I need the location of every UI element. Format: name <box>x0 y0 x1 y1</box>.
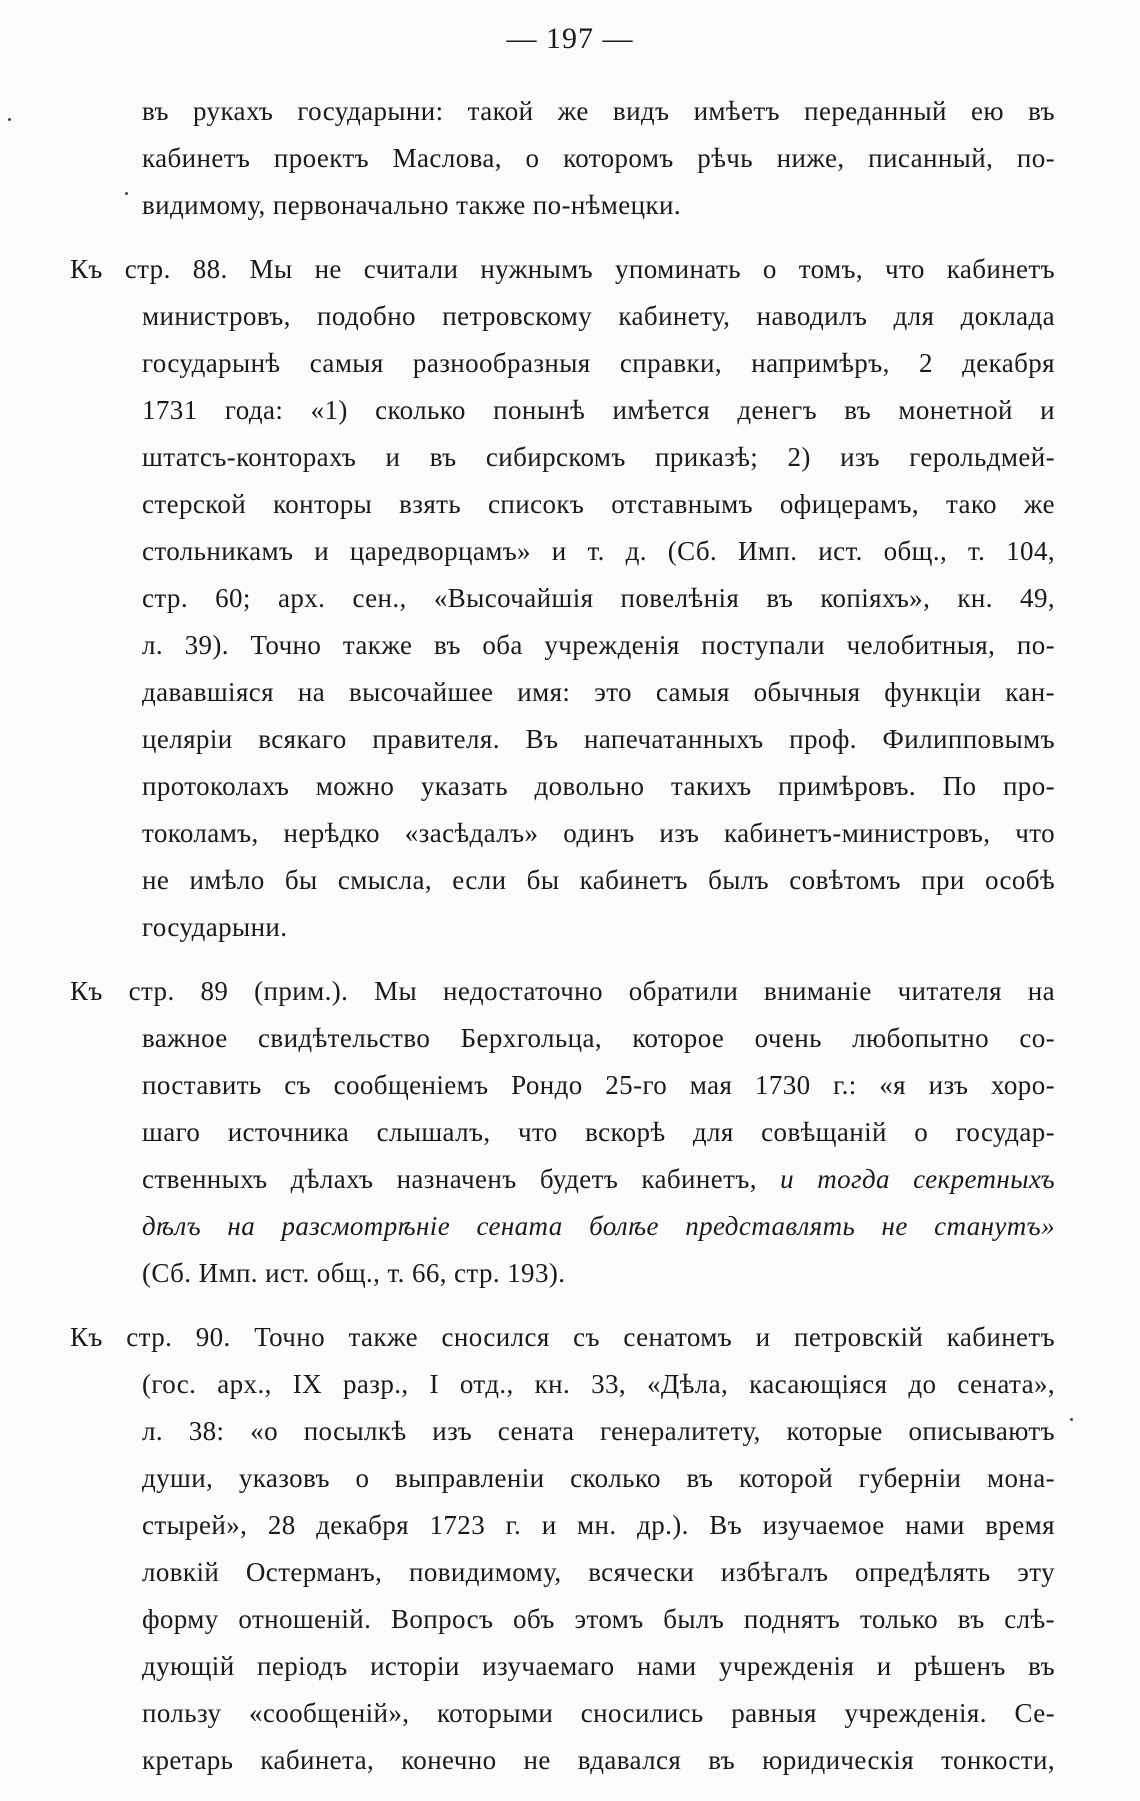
text-line: протоколахъ можно указать довольно такихъ примѣровъ. По про- <box>142 771 1055 801</box>
note-page-88 <box>70 246 1055 951</box>
text-line: стольникамъ и царедворцамъ» и т. д. (Сб. Имп. ист. общ., т. 104, <box>142 536 1055 566</box>
text-line: Къ стр. 89 (прим.). Мы недостаточно обратили вниманіе читателя на <box>70 976 1055 1006</box>
text-line: токоламъ, нерѣдко «засѣдалъ» одинъ изъ кабинетъ-министровъ, что <box>142 818 1055 848</box>
text-line: 1731 года: «1) сколько понынѣ имѣется денегъ въ монетной и <box>142 395 1055 425</box>
italic-quote: дѣлъ на разсмотрѣніе сената болѣе представлять не станутъ» <box>142 1211 1055 1241</box>
text-line: видимому, первоначально также по-нѣмецки. <box>142 190 682 220</box>
text-line: души, указовъ о выправленіи сколько въ которой губерніи мона- <box>142 1463 1055 1493</box>
text-line: министровъ, подобно петровскому кабинету, наводилъ для доклада <box>142 301 1055 331</box>
text-line: поставить съ сообщеніемъ Рондо 25-го мая 1730 г.: «я изъ хоро- <box>142 1070 1055 1100</box>
text-line: целяріи всякаго правителя. Въ напечатанныхъ проф. Филипповымъ <box>142 724 1055 754</box>
text-line: важное свидѣтельство Берхгольца, которое очень любопытно со- <box>142 1023 1055 1053</box>
text-line: дующій періодъ исторіи изучаемаго нами учрежденія и рѣшенъ въ <box>142 1651 1055 1681</box>
paragraph-continuation <box>70 88 1055 229</box>
text-line: стр. 60; арх. сен., «Высочайшія повелѣнія въ копіяхъ», кн. 49, <box>142 583 1055 613</box>
text-line: въ рукахъ государыни: такой же видъ имѣетъ переданный ею въ <box>142 96 1055 126</box>
text-line: кретарь кабинета, конечно не вдавался въ юридическія тонкости, <box>142 1745 1055 1775</box>
text-line: (Сб. Имп. ист. общ., т. 66, стр. 193). <box>142 1258 566 1288</box>
text-line: ственныхъ дѣлахъ назначенъ будетъ кабинетъ, и тогда секретныхъ <box>142 1164 1056 1194</box>
text-line: л. 38: «о посылкѣ изъ сената генералитету, которые описываютъ <box>142 1416 1055 1446</box>
text-line: форму отношеній. Вопросъ объ этомъ былъ поднятъ только въ слѣ- <box>142 1604 1055 1634</box>
text-line: штатсъ-конторахъ и въ сибирскомъ приказѣ; 2) изъ герольдмей- <box>142 442 1055 472</box>
print-speck <box>8 118 11 121</box>
text-line: стерской конторы взять списокъ отставнымъ офицерамъ, тако же <box>142 489 1055 519</box>
text-line: ловкій Остерманъ, повидимому, всячески избѣгалъ опредѣлять эту <box>142 1557 1055 1587</box>
text-line: Къ стр. 90. Точно также сносился съ сенатомъ и петровскій кабинетъ <box>70 1322 1055 1352</box>
text-line: государынѣ самыя разнообразныя справки, напримѣръ, 2 декабря <box>142 348 1055 378</box>
italic-quote: и тогда секретныхъ <box>780 1164 1056 1194</box>
print-speck <box>1070 1418 1073 1421</box>
text-line: не имѣло бы смысла, если бы кабинетъ былъ совѣтомъ при особѣ <box>142 865 1055 895</box>
note-page-89 <box>70 968 1055 1297</box>
text-line: пользу «сообщеній», которыми сносились равныя учрежденія. Се- <box>142 1698 1055 1728</box>
page-text <box>70 88 1055 1801</box>
page-number: — 197 — <box>506 22 634 55</box>
text-line: шаго источника слышалъ, что вскорѣ для совѣщаній о государ- <box>142 1117 1055 1147</box>
note-page-90 <box>70 1314 1055 1784</box>
text-line: стырей», 28 декабря 1723 г. и мн. др.). Въ изучаемое нами время <box>142 1510 1055 1540</box>
text-line: государыни. <box>142 912 288 942</box>
text-line <box>70 1203 1055 1250</box>
text-line: кабинетъ проектъ Маслова, о которомъ рѣчь ниже, писанный, по- <box>142 143 1055 173</box>
text-line: (гос. арх., IX разр., I отд., кн. 33, «Дѣла, касающіяся до сената», <box>142 1369 1055 1399</box>
text-line: Къ стр. 88. Мы не считали нужнымъ упоминать о томъ, что кабинетъ <box>70 254 1055 284</box>
print-speck <box>125 192 128 195</box>
text-line: л. 39). Точно также въ оба учрежденія поступали челобитныя, по- <box>142 630 1055 660</box>
text-line: дававшіяся на высочайшее имя: это самыя обычныя функціи кан- <box>142 677 1055 707</box>
